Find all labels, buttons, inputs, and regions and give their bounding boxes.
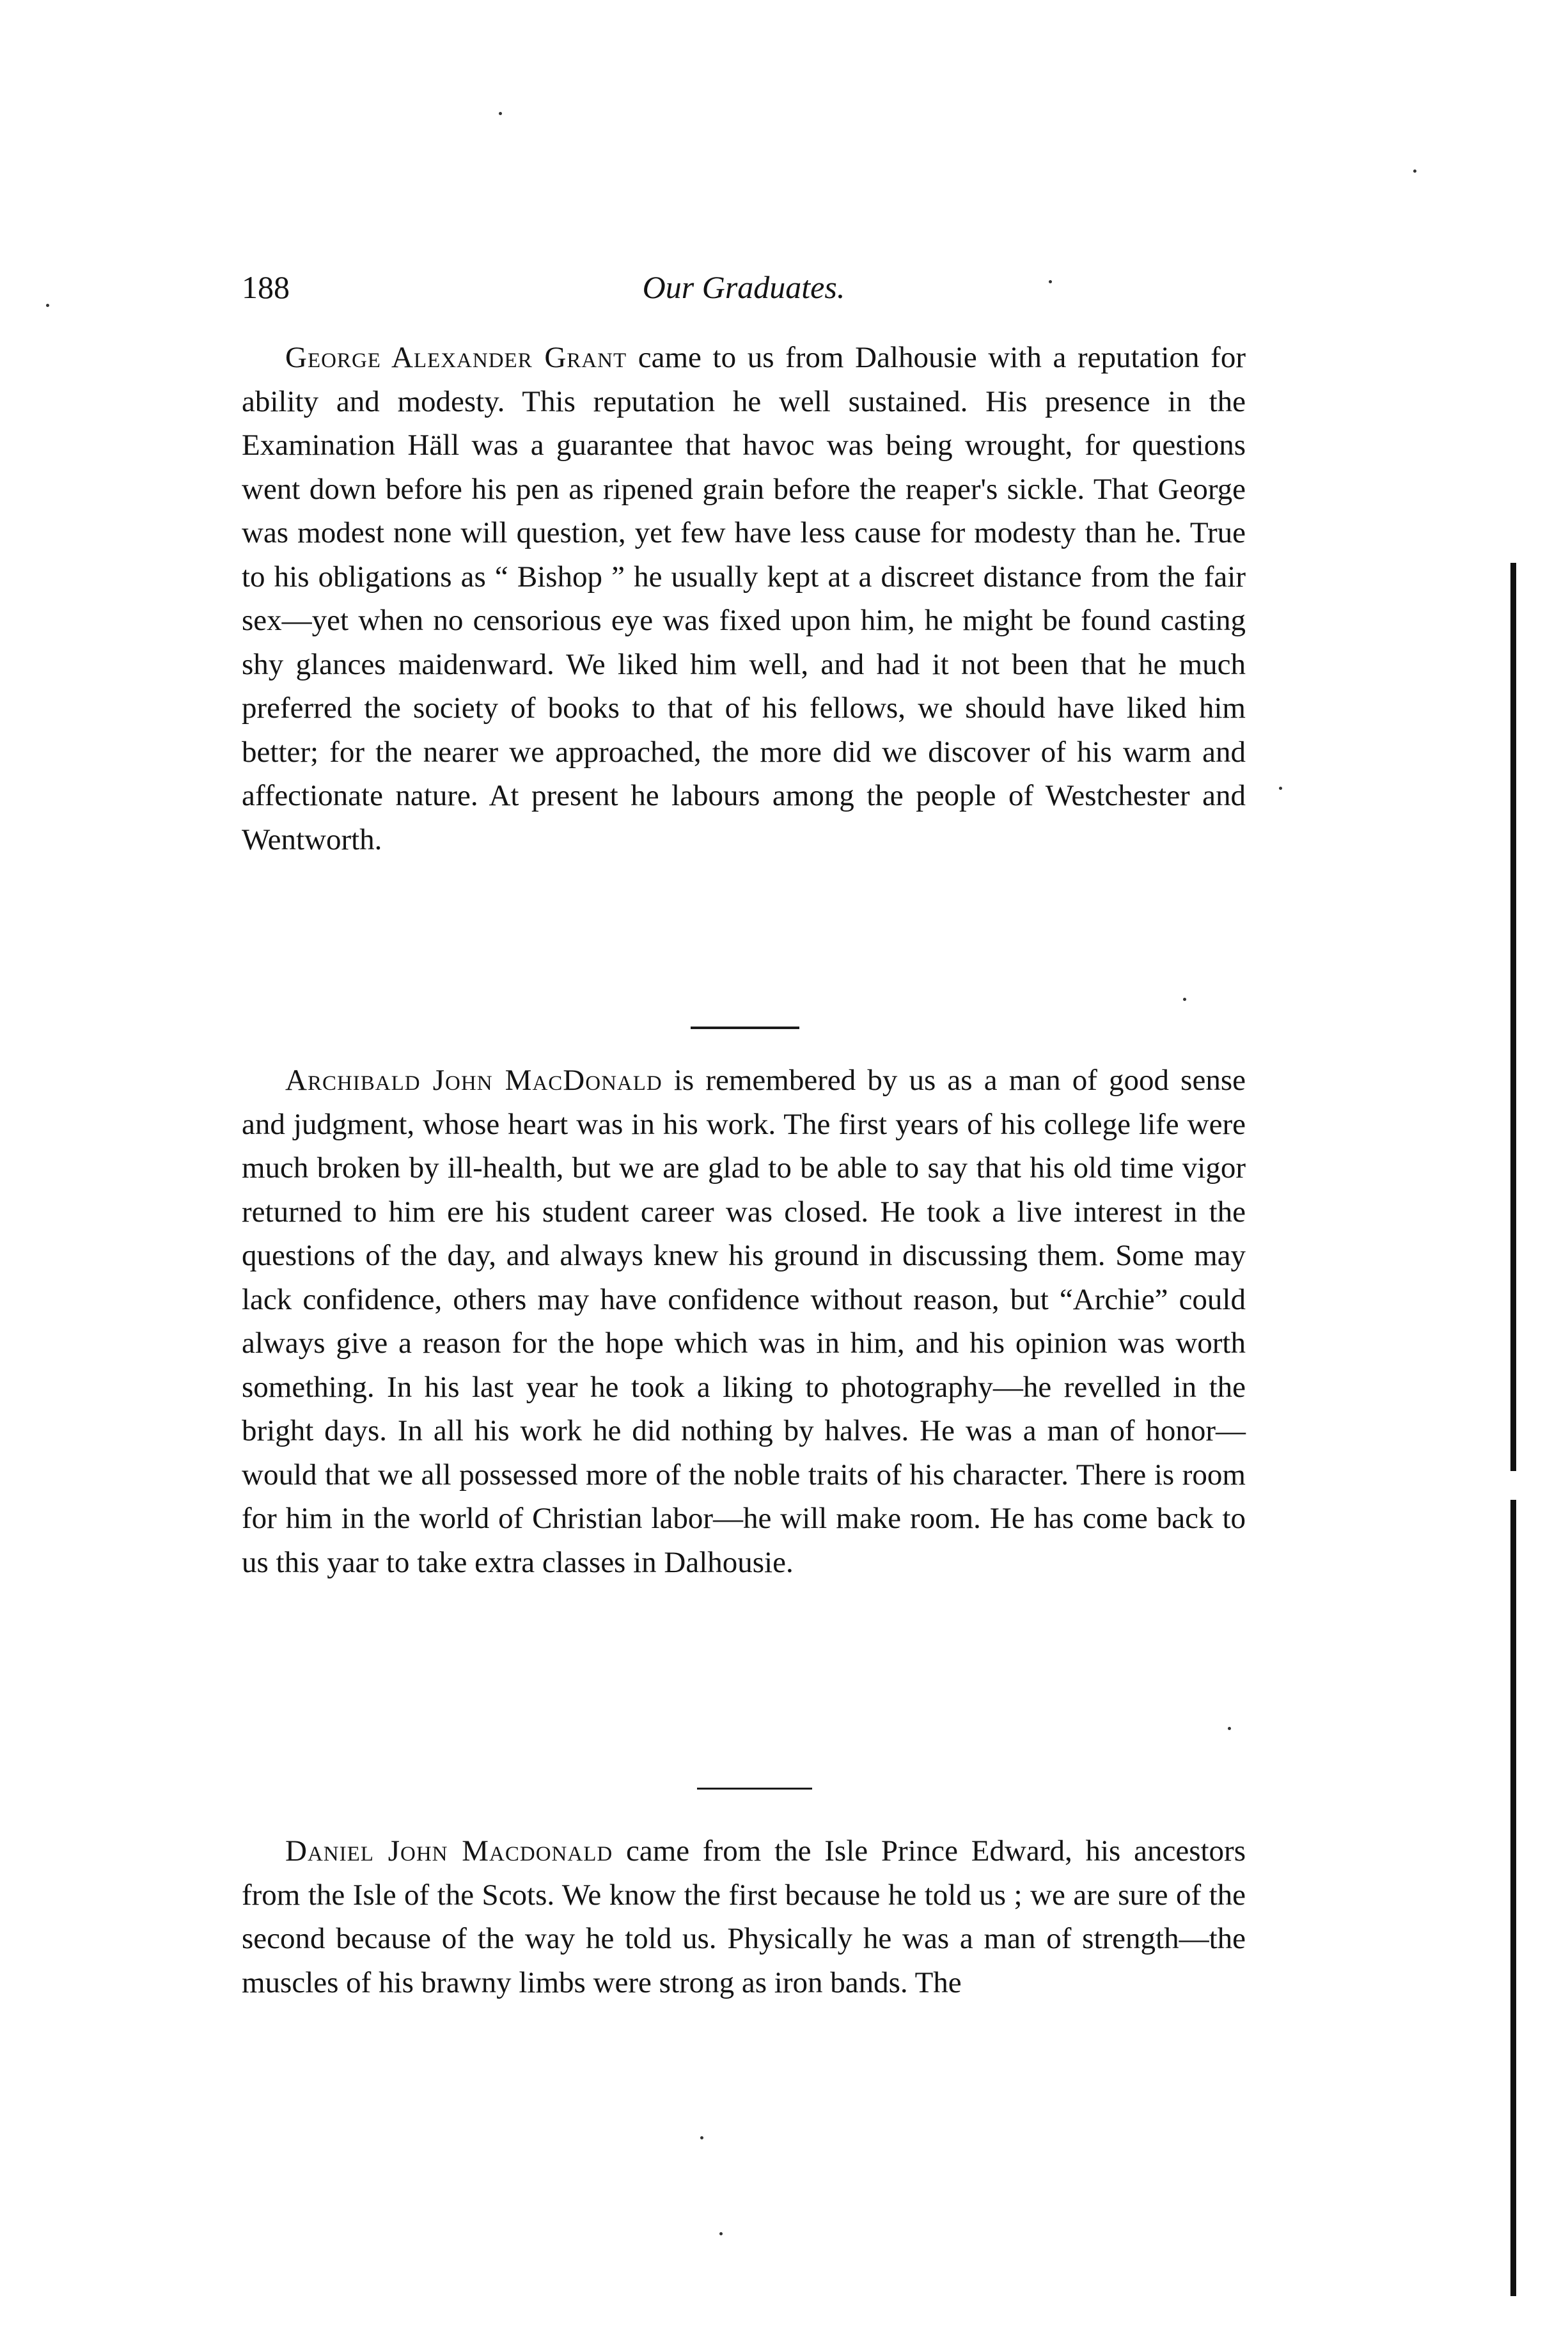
paper-speck: [1228, 1727, 1231, 1730]
graduate-description: is remembered by us as a man of good sense and judgment, whose heart was in his work. The first years of his college life were much broken by ill-health, but we are glad to be able to say that his old time vigor returned to him ere his student career was closed. He took a live interest in the questions of the day, and always knew his ground in discussing them. Some may lack confidence, others may have confidence without reason, but “Archie” could always give a reason for the hope which was in him, and his opinion was worth something. In his last year he took a liking to photography—he revelled in the bright days. In all his work he did nothing by halves. He was a man of honor—would that we all possessed more of the noble traits of his character. There is room for him in the world of Christian labor—he will make room. He has come back to us this yaar to take extra classes in Dalhousie.: [242, 1064, 1246, 1579]
paper-speck: [1279, 787, 1282, 790]
binding-edge-shadow: [1510, 563, 1516, 1471]
graduate-name: Daniel John Macdonald: [285, 1834, 613, 1868]
section-divider: [697, 1788, 812, 1790]
graduate-entry: [242, 336, 1246, 862]
paper-speck: [1183, 998, 1186, 1001]
paper-speck: [46, 304, 49, 307]
paper-speck: [719, 2232, 723, 2235]
graduate-entry: [242, 1829, 1246, 2004]
page-header: [242, 269, 1246, 320]
graduate-name: Archibald John MacDonald: [285, 1064, 662, 1097]
binding-edge-shadow: [1510, 1500, 1516, 2296]
graduate-description: came from the Isle Prince Edward, his ancestors from the Isle of the Scots. We know the first because he told us ; we are sure of the second because of the way he told us. Physically he was a man of strength—the muscles of his brawny limbs were strong as iron bands. The: [242, 1834, 1246, 1999]
section-divider: [691, 1027, 799, 1029]
paper-speck: [1413, 169, 1416, 173]
paper-speck: [700, 2136, 703, 2139]
paper-speck: [1049, 280, 1052, 283]
paper-speck: [499, 112, 502, 115]
graduate-entry: [242, 1059, 1246, 1584]
graduate-description: came to us from Dalhousie with a reputation for ability and modesty. This reputation he well sustained. His presence in the Examination Häll was a guarantee that havoc was being wrought, for questions went down before his pen as ripened grain before the reaper's sickle. That George was modest none will question, yet few have less cause for modesty than he. True to his obligations as “ Bishop ” he usually kept at a discreet distance from the fair sex—yet when no censorious eye was fixed upon him, he might be found casting shy glances maidenward. We liked him well, and had it not been that he much preferred the society of books to that of his fellows, we should have liked him better; for the nearer we approached, the more did we discover of his warm and affectionate nature. At present he labours among the people of Westchester and Wentworth.: [242, 341, 1246, 856]
page-number: 188: [242, 269, 290, 305]
running-head: Our Graduates.: [642, 269, 845, 305]
graduate-name: George Alexander Grant: [285, 341, 627, 374]
